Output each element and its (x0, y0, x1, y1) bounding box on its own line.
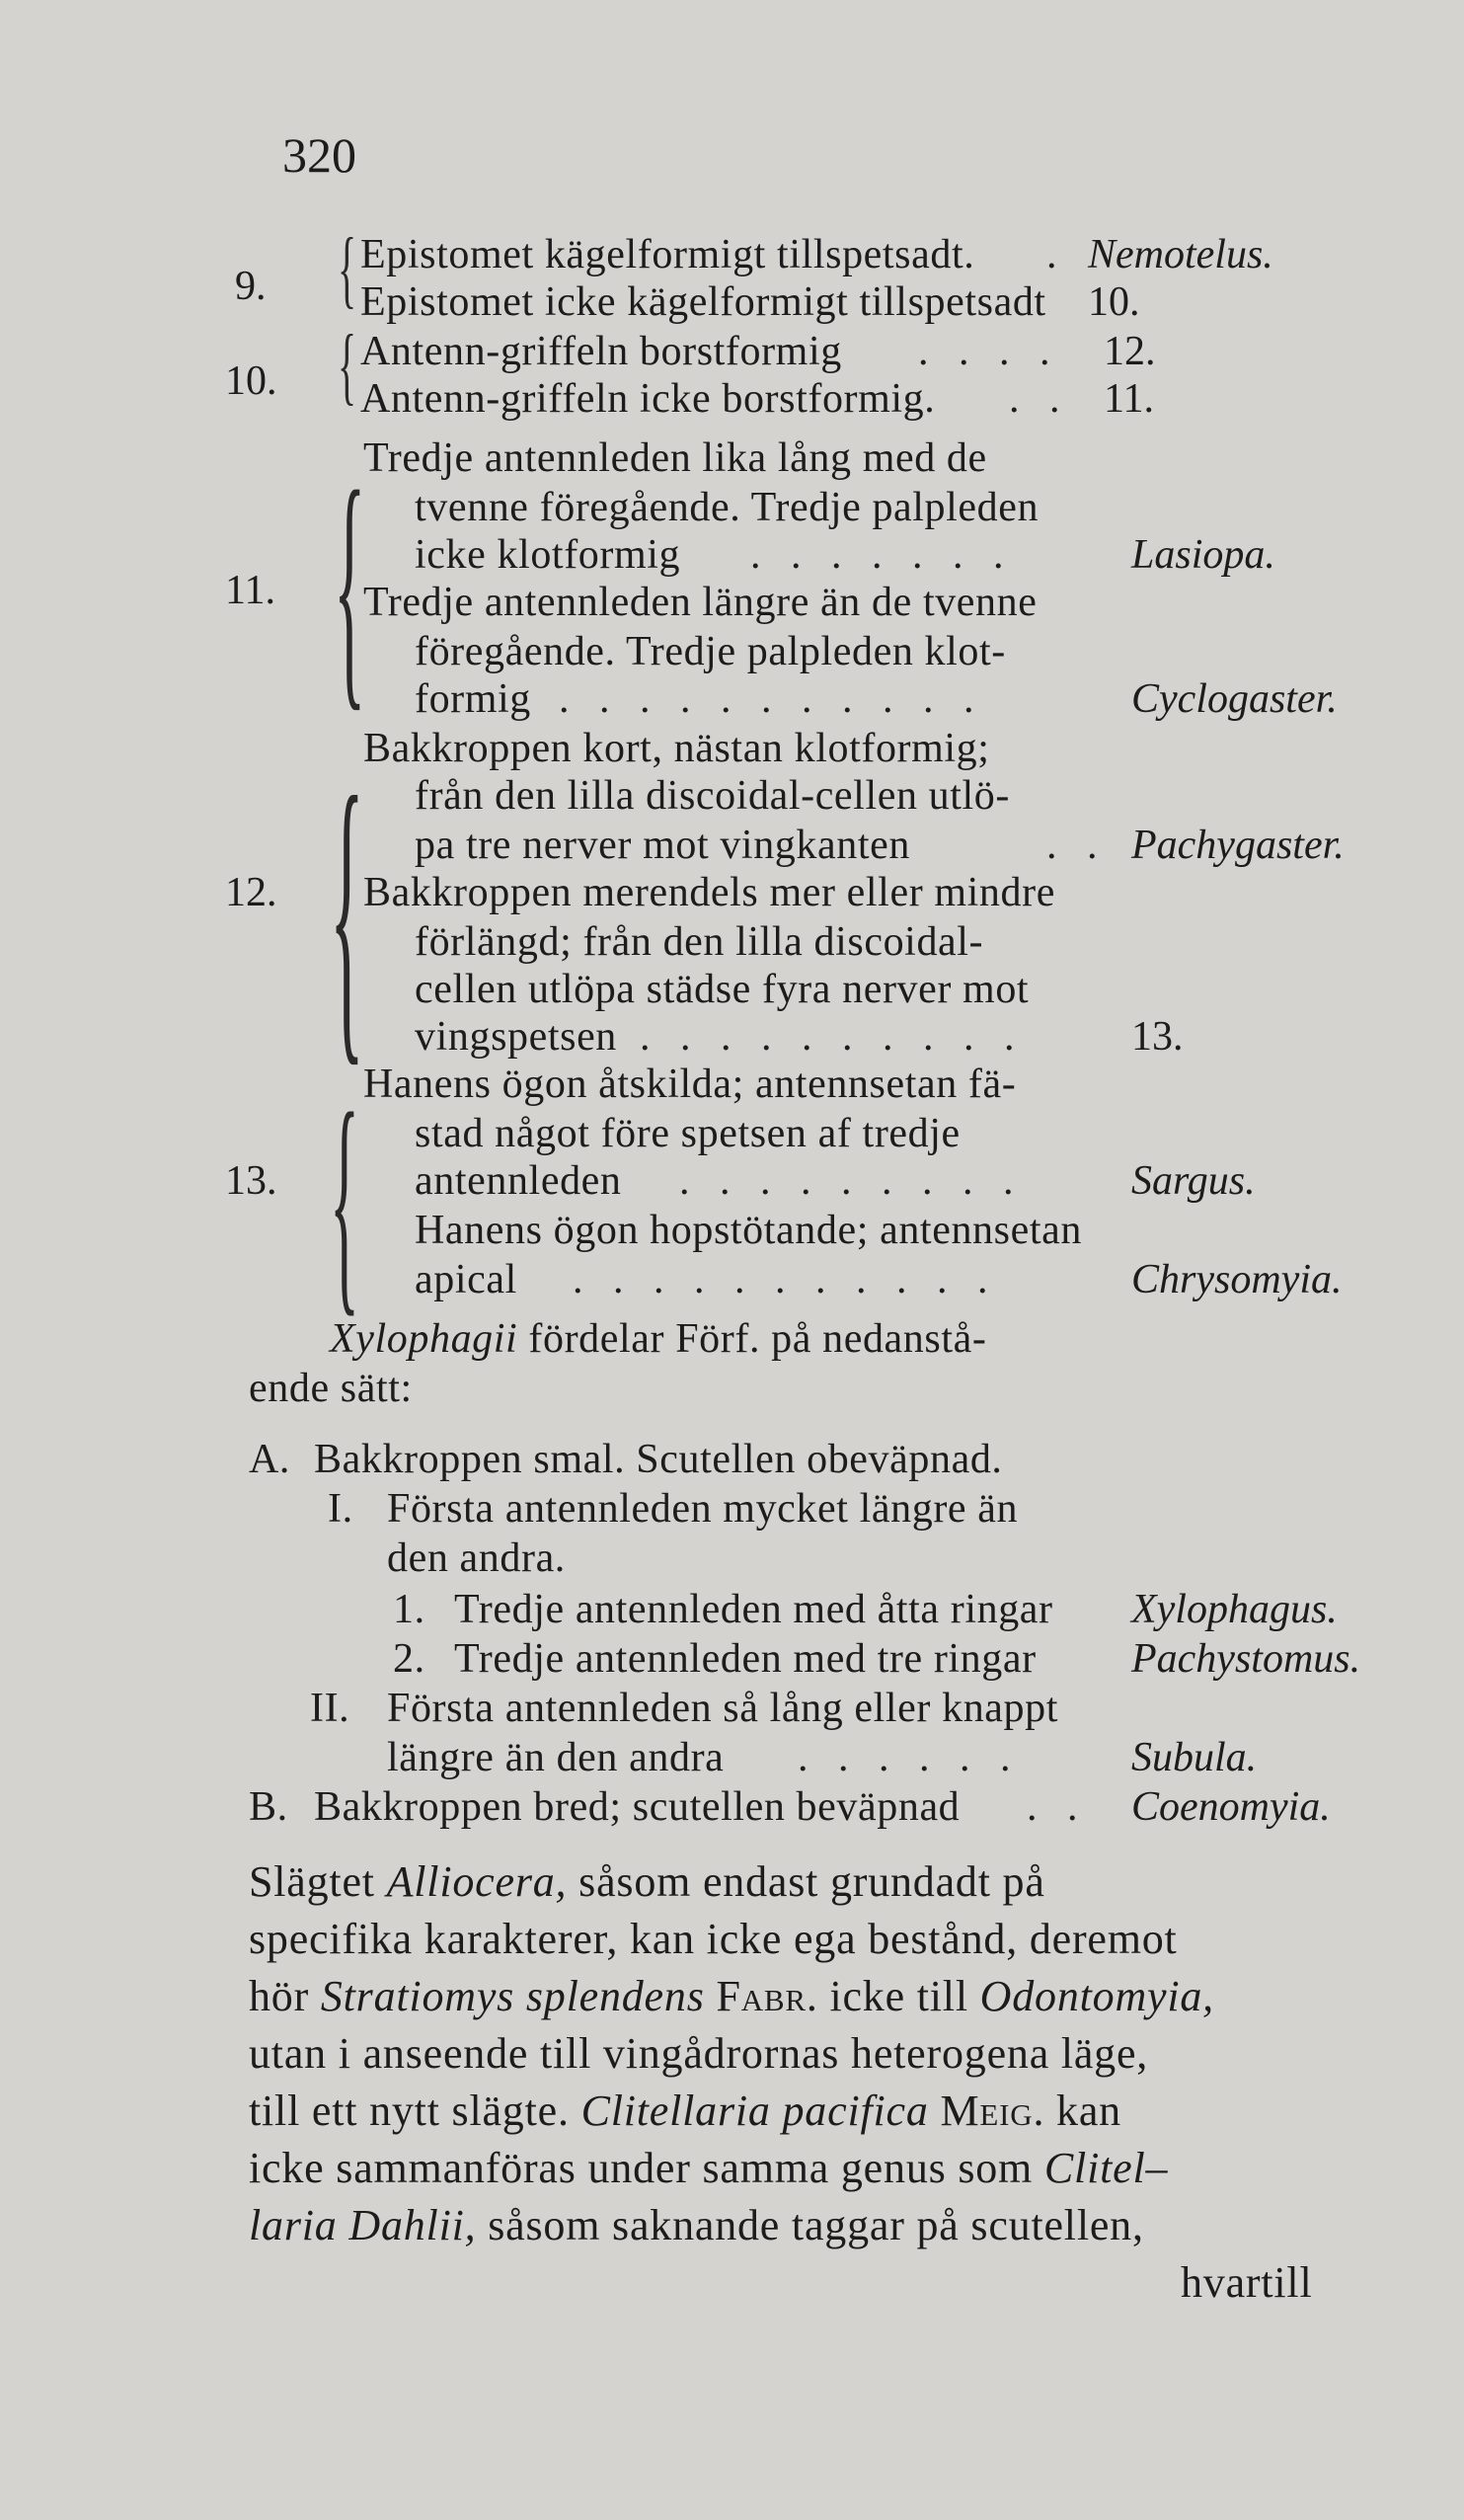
brace-13-icon: { (330, 1063, 359, 1337)
couplet-13-number: 13. (225, 1158, 277, 1204)
author-meig: Meig. (940, 2087, 1045, 2135)
xylophagii-2-result: Pachystomus. (1131, 1636, 1361, 1682)
couplet-11b-dots: . . . . . . . . . . . (559, 676, 984, 722)
xylophagii-b-dots: . . (1027, 1784, 1088, 1830)
paragraph-text: icke sammanföras under samma genus som (249, 2144, 1044, 2192)
brace-9-icon: { (338, 221, 357, 317)
couplet-12a-line3: pa tre nerver mot vingkanten (415, 823, 910, 868)
couplet-9b-text: Epistomet icke kägelformigt tillspetsadt (360, 279, 1046, 325)
couplet-11b-result: Cyclogaster. (1131, 676, 1338, 722)
xylophagii-intro-line2: ende sätt: (249, 1366, 413, 1411)
couplet-10a-dots: . . . . (918, 329, 1060, 374)
couplet-10b-dots: . . (1009, 376, 1070, 422)
couplet-11a-line1: Tredje antennleden lika lång med de (363, 435, 987, 481)
species-clitellaria-pacifica: Clitellaria pacifica (580, 2087, 929, 2135)
couplet-9b-result: 10. (1088, 279, 1140, 325)
couplet-13b-dots: . . . . . . . . . . . (573, 1257, 998, 1302)
xylophagii-1-result: Xylophagus. (1131, 1587, 1338, 1632)
xylophagii-b-label: B. (249, 1784, 288, 1830)
xylophagii-a-text: Bakkroppen smal. Scutellen obeväpnad. (314, 1437, 1003, 1482)
couplet-13b-result: Chrysomyia. (1131, 1257, 1343, 1302)
couplet-12a-dots: . . (1046, 823, 1108, 868)
xylophagii-ii-line2: längre än den andra (387, 1735, 725, 1780)
xylophagii-intro-rest: fördelar Förf. på nedanstå- (517, 1316, 987, 1362)
paragraph-text: kan (1044, 2087, 1121, 2135)
couplet-12a-result: Pachygaster. (1131, 823, 1345, 868)
xylophagii-b-text: Bakkroppen bred; scutellen beväpnad (314, 1784, 961, 1830)
couplet-12a-line1: Bakkroppen kort, nästan klotformig; (363, 726, 990, 771)
couplet-11b-line1: Tredje antennleden längre än de tvenne (363, 580, 1038, 625)
couplet-13b-line1: Hanens ögon hopstötande; antennsetan (415, 1208, 1082, 1253)
xylophagii-b-result: Coenomyia. (1131, 1784, 1331, 1830)
couplet-13a-line2: stad något före spetsen af tredje (415, 1111, 961, 1156)
xylophagii-i-line2: den andra. (387, 1536, 566, 1581)
paragraph-text: icke till (817, 1972, 980, 2020)
brace-12-icon: { (330, 732, 364, 1092)
paragraph-line4: utan i anseende till vingådrornas heterogena läge, (249, 2029, 1149, 2078)
genus-alliocera: Alliocera, (386, 1857, 568, 1906)
couplet-10-number: 10. (225, 358, 277, 404)
paragraph-line2: specifika karakterer, kan icke ega bestånd, deremot (249, 1915, 1178, 1963)
couplet-9a-result: Nemotelus. (1088, 232, 1273, 277)
paragraph-line7 (249, 2200, 1144, 2250)
couplet-10a-result: 12. (1104, 329, 1156, 374)
species-clitellaria-dahlii: laria Dahlii, (249, 2201, 477, 2249)
xylophagii-i-label: I. (328, 1486, 353, 1532)
xylophagii-intro-line1 (330, 1315, 986, 1363)
species-stratiomys-splendens: Stratiomys splendens (320, 1972, 705, 2020)
paragraph-text: såsom saknande taggar på scutellen, (476, 2201, 1144, 2249)
page-number: 320 (282, 127, 356, 183)
paragraph-text: hör (249, 1972, 321, 2020)
couplet-11-number: 11. (225, 568, 275, 613)
paragraph-line8-catchword: hvartill (1181, 2258, 1313, 2307)
couplet-11a-result: Lasiopa. (1131, 532, 1275, 578)
xylophagii-2-text: Tredje antennleden med tre ringar (454, 1636, 1037, 1682)
paragraph-line1 (249, 1856, 1045, 1907)
couplet-12b-line2: förlängd; från den lilla discoidal- (415, 919, 984, 965)
xylophagii-ii-dots: . . . . . . (798, 1735, 1021, 1780)
couplet-13a-line1: Hanens ögon åtskilda; antennsetan fä- (363, 1062, 1017, 1107)
xylophagii-ii-line1: Första antennleden så lång eller knappt (387, 1686, 1059, 1731)
couplet-12b-line4: vingspetsen (415, 1014, 617, 1060)
couplet-12-number: 12. (225, 870, 277, 915)
xylophagii-ii-result: Subula. (1131, 1735, 1258, 1780)
xylophagii-1-text: Tredje antennleden med åtta ringar (454, 1587, 1053, 1632)
couplet-13a-dots: . . . . . . . . . (679, 1158, 1024, 1204)
couplet-10b-text: Antenn-griffeln icke borstformig. (360, 376, 936, 422)
xylophagii-1-label: 1. (393, 1587, 425, 1632)
xylophagii-a-label: A. (249, 1437, 291, 1482)
couplet-10b-result: 11. (1104, 376, 1154, 422)
brace-11-icon: { (334, 437, 366, 733)
xylophagii-intro-italic: Xylophagii (330, 1316, 518, 1362)
brace-10-icon: { (338, 318, 357, 414)
couplet-11a-line2: tvenne föregående. Tredje palpleden (415, 485, 1040, 530)
paragraph-text: till ett nytt slägte. (249, 2087, 581, 2135)
couplet-12b-line3: cellen utlöpa städse fyra nerver mot (415, 967, 1030, 1012)
paragraph-text: Slägtet (249, 1857, 387, 1906)
xylophagii-i-line1: Första antennleden mycket längre än (387, 1486, 1019, 1532)
couplet-11a-dots: . . . . . . . (750, 532, 1014, 578)
paragraph-line6 (249, 2143, 1168, 2193)
couplet-13a-line3: antennleden (415, 1158, 622, 1204)
couplet-13b-line2: apical (415, 1257, 517, 1302)
couplet-12a-line2: från den lilla discoidal-cellen utlö- (415, 773, 1010, 819)
couplet-13a-result: Sargus. (1131, 1158, 1256, 1204)
couplet-11a-line3: icke klotformig (415, 532, 681, 578)
couplet-9a-dots: . (1046, 232, 1058, 277)
paragraph-line3 (249, 1971, 1214, 2021)
couplet-12b-result: 13. (1131, 1014, 1184, 1060)
couplet-11b-line3: formig (415, 676, 531, 722)
genus-odontomyia: Odontomyia, (979, 1972, 1214, 2020)
couplet-12b-dots: . . . . . . . . . . (640, 1014, 1025, 1060)
couplet-9a-text: Epistomet kägelformigt tillspetsadt. (360, 232, 975, 277)
xylophagii-2-label: 2. (393, 1636, 425, 1682)
xylophagii-ii-label: II. (310, 1686, 350, 1731)
author-fabr: Fabr. (716, 1972, 818, 2020)
paragraph-line5 (249, 2086, 1121, 2136)
couplet-9-number: 9. (235, 264, 267, 309)
couplet-12b-line1: Bakkroppen merendels mer eller mindre (363, 870, 1055, 915)
couplet-11b-line2: föregående. Tredje palpleden klot- (415, 629, 1006, 674)
paragraph-text: såsom endast grundadt på (567, 1857, 1045, 1906)
genus-clitellaria-part: Clitel– (1043, 2144, 1169, 2192)
couplet-10a-text: Antenn-griffeln borstformig (360, 329, 842, 374)
